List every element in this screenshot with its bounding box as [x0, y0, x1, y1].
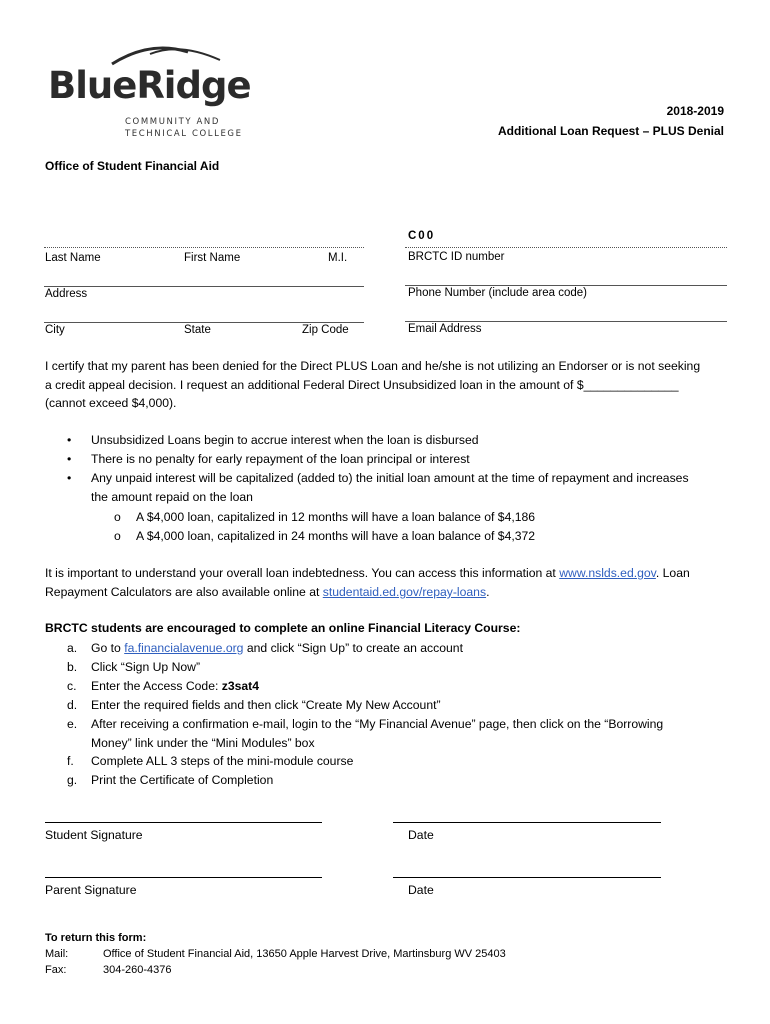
mi-label: M.I.: [328, 252, 348, 264]
list-item: b. Click “Sign Up Now”: [67, 659, 201, 674]
course-heading: BRCTC students are encouraged to complete an online Financial Literacy Course:: [45, 621, 521, 635]
id-number-label: BRCTC ID number: [408, 251, 505, 263]
parent-signature-label: Parent Signature: [45, 883, 137, 897]
repay-loans-link[interactable]: studentaid.ed.gov/repay-loans: [322, 585, 487, 599]
financial-avenue-link[interactable]: fa.financialavenue.org: [124, 641, 244, 655]
circle-bullet-icon: o: [114, 510, 121, 524]
list-item: c. Enter the Access Code: z3sat4: [67, 678, 260, 693]
city-label: City: [45, 324, 65, 336]
fax-number: 304-260-4376: [103, 964, 172, 976]
certify-line-2: a credit appeal decision. I request an additional Federal Direct Unsubsidized loan in the amount of $______________: [45, 377, 679, 392]
name-line[interactable]: [44, 247, 364, 248]
address-label: Address: [45, 288, 88, 300]
student-signature-line[interactable]: [45, 822, 322, 823]
course-steps: [45, 639, 735, 790]
last-name-label: Last Name: [45, 252, 101, 264]
form-year: 2018-2019: [666, 104, 724, 118]
student-date-label: Date: [408, 828, 434, 842]
city-line[interactable]: [44, 322, 364, 323]
list-item: a. Go to fa.financialavenue.org and click “Sign Up” to create an account: [67, 641, 463, 655]
list-item: d. Enter the required fields and then click “Create My New Account”: [67, 697, 441, 712]
address-line[interactable]: [44, 286, 364, 287]
logo-subtitle-2: TECHNICAL COLLEGE: [125, 129, 243, 139]
list-item-continued: the amount repaid on the loan: [91, 489, 253, 504]
office-name: Office of Student Financial Aid: [45, 159, 220, 173]
state-label: State: [184, 324, 211, 336]
form-title: Additional Loan Request – PLUS Denial: [497, 124, 724, 138]
parent-signature-line[interactable]: [45, 877, 322, 878]
mountain-swoosh-icon: [110, 44, 222, 66]
fax-label: Fax:: [45, 964, 67, 976]
list-item: f. Complete ALL 3 steps of the mini-module course: [67, 754, 354, 769]
circle-bullet-icon: o: [114, 528, 121, 543]
loan-examples-list: [114, 508, 736, 546]
logo-name: BlueRidge: [48, 64, 251, 107]
certify-line-1: I certify that my parent has been denied for the Direct PLUS Loan and he/she is not utilizing an Endorser or is not seeking: [45, 359, 701, 373]
list-item: e. After receiving a confirmation e-mail, login to the “My Financial Avenue” page, then click on the “Borrowing Money” link under the “Mini Modules” box: [67, 716, 664, 750]
student-signature-label: Student Signature: [45, 828, 143, 842]
mail-address: Office of Student Financial Aid, 13650 Apple Harvest Drive, Martinsburg WV 25403: [103, 948, 506, 960]
return-heading: To return this form:: [45, 932, 147, 944]
access-code: z3sat4: [221, 678, 260, 693]
parent-date-label: Date: [408, 883, 434, 897]
first-name-label: First Name: [184, 252, 241, 264]
phone-label: Phone Number (include area code): [408, 287, 587, 299]
zip-label: Zip Code: [302, 324, 349, 336]
logo-subtitle-1: COMMUNITY AND: [125, 117, 220, 127]
list-item: g. Print the Certificate of Completion: [67, 773, 274, 788]
bullet-icon: •: [67, 451, 72, 466]
certify-line-3: (cannot exceed $4,000).: [45, 396, 177, 410]
mail-label: Mail:: [45, 948, 69, 960]
certification-paragraph: [45, 357, 727, 413]
id-prefix: C00: [408, 230, 436, 242]
indebtedness-paragraph: It is important to understand your overall loan indebtedness. You can access this information at www.nslds.ed.gov. Loan Repayment Calculators are also available online at studentaid.ed.gov/repay-loans.: [45, 566, 690, 599]
list-item: o A $4,000 loan, capitalized in 12 months will have a loan balance of $4,186: [136, 508, 736, 527]
id-line[interactable]: [405, 247, 727, 248]
nslds-link[interactable]: www.nslds.ed.gov: [559, 566, 656, 580]
list-item: • There is no penalty for early repayment of the loan principal or interest: [91, 450, 731, 469]
student-date-line[interactable]: [393, 822, 661, 823]
list-item: • Any unpaid interest will be capitalized (added to) the initial loan amount at the time of repayment and increases: [91, 469, 731, 488]
bullet-icon: •: [67, 470, 72, 485]
phone-line[interactable]: [405, 285, 727, 286]
list-item: • Unsubsidized Loans begin to accrue interest when the loan is disbursed: [91, 431, 731, 450]
loan-facts-list: [67, 431, 731, 507]
bullet-icon: •: [67, 433, 72, 447]
parent-date-line[interactable]: [393, 877, 661, 878]
email-label: Email Address: [408, 323, 482, 335]
email-line[interactable]: [405, 321, 727, 322]
list-item: o A $4,000 loan, capitalized in 24 months will have a loan balance of $4,372: [136, 527, 736, 546]
